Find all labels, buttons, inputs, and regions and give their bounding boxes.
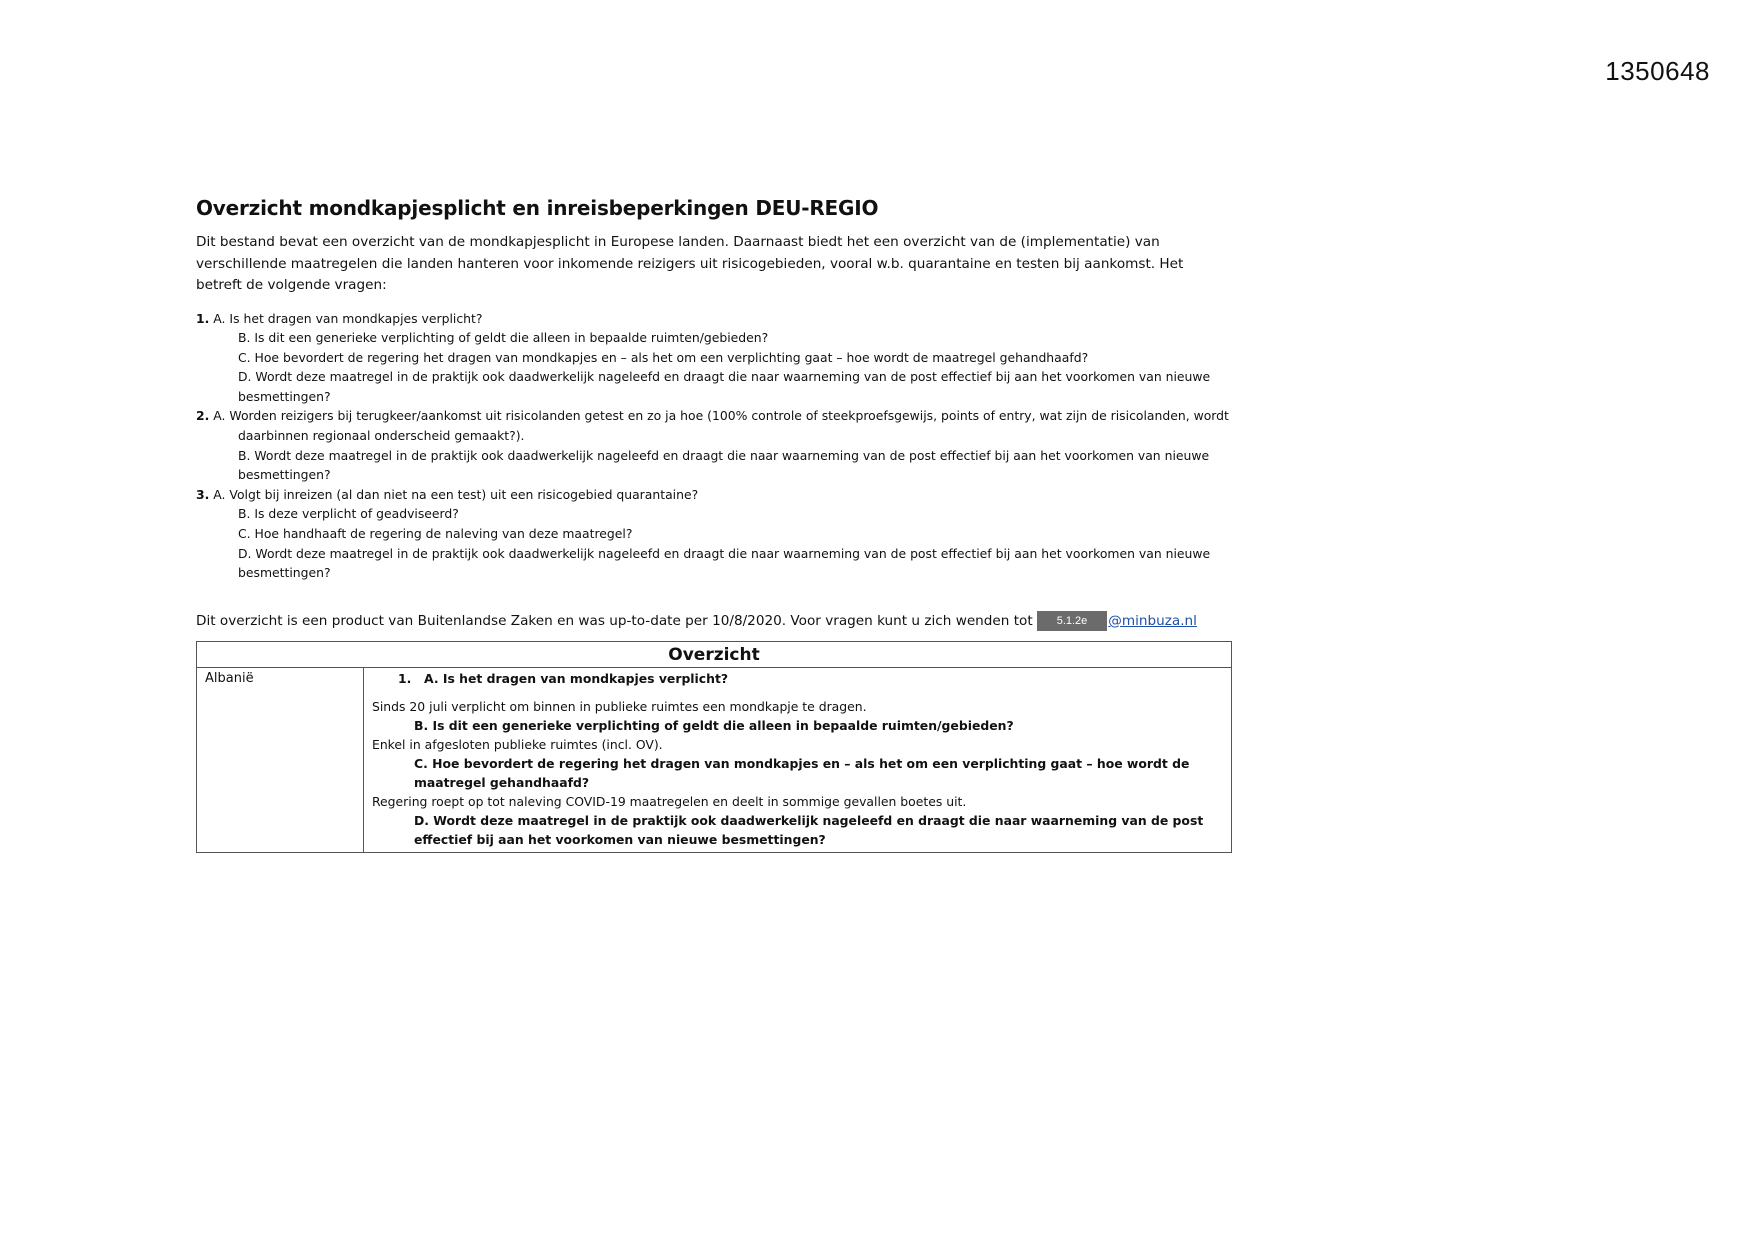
question-3c: C. Hoe handhaaft de regering de naleving van deze maatregel? bbox=[238, 526, 633, 542]
question-text: A. Volgt bij inreizen (al dan niet na een test) uit een risicogebied quarantaine? bbox=[213, 486, 699, 502]
question-2b: B. Wordt deze maatregel in de praktijk ook daadwerkelijk nageleefd en draagt die naar waarneming van de post effectief bij aan het voorkomen van nieuwe besmettingen? bbox=[238, 447, 1210, 483]
table-header: Overzicht bbox=[197, 641, 1232, 667]
answers-cell bbox=[364, 667, 1232, 852]
question-text: A. Is het dragen van mondkapjes verplicht? bbox=[213, 310, 483, 326]
question-2a bbox=[196, 406, 1232, 445]
country-cell: Albanië bbox=[197, 667, 364, 852]
page-title: Overzicht mondkapjesplicht en inreisbeperkingen DEU-REGIO bbox=[196, 196, 879, 220]
email-link[interactable]: @minbuza.nl bbox=[1108, 612, 1197, 629]
question-1c: C. Hoe bevordert de regering het dragen van mondkapjes en – als het om een verplichting gaat – hoe wordt de maatregel gehandhaafd? bbox=[238, 349, 1089, 365]
question-number: 1. bbox=[196, 310, 210, 326]
answer-question-4: D. Wordt deze maatregel in de praktijk ook daadwerkelijk nageleefd en draagt die naar waarneming van de post effectief bij aan het voorkomen van nieuwe besmettingen? bbox=[414, 812, 1204, 847]
question-3a bbox=[196, 485, 1232, 505]
question-3b: B. Is deze verplicht of geadviseerd? bbox=[238, 506, 459, 522]
question-text: A. Is het dragen van mondkapjes verplicht? bbox=[424, 670, 729, 686]
question-index: 1. bbox=[398, 670, 412, 686]
question-1b: B. Is dit een generieke verplichting of geldt die alleen in bepaalde ruimten/gebieden? bbox=[238, 330, 769, 346]
question-1a bbox=[196, 309, 1232, 329]
question-list bbox=[196, 309, 1232, 583]
document-number: 1350648 bbox=[1605, 56, 1710, 86]
document-body bbox=[196, 196, 1232, 853]
question-number: 2. bbox=[196, 408, 210, 424]
table-row bbox=[197, 667, 1232, 852]
intro-paragraph: Dit bestand bevat een overzicht van de mondkapjesplicht in Europese landen. Daarnaast biedt het een overzicht van de (implementatie) van verschillende maatregelen die landen hanteren voor inkomende reizigers uit risicogebieden, vooral w.b. quarantaine en testen bij aankomst. Het betreft de volgende vragen: bbox=[196, 234, 1184, 293]
answer-text-2: Enkel in afgesloten publieke ruimtes (incl. OV). bbox=[372, 736, 663, 752]
question-text: A. Worden reizigers bij terugkeer/aankomst uit risicolanden getest en zo ja hoe (100% controle of steekproefsgewijs, points of entry, wat zijn de risicolanden, wordt daarbinnen regionaal onderscheid gemaakt?). bbox=[213, 408, 1229, 444]
answer-text-1: Sinds 20 juli verplicht om binnen in publieke ruimtes een mondkapje te dragen. bbox=[372, 698, 867, 714]
answer-text-3: Regering roept op tot naleving COVID-19 maatregelen en deelt in sommige gevallen boetes uit. bbox=[372, 793, 967, 809]
redaction-box: 5.1.2e bbox=[1037, 611, 1108, 631]
overview-table bbox=[196, 641, 1232, 853]
question-number: 3. bbox=[196, 486, 210, 502]
source-text: Dit overzicht is een product van Buitenlandse Zaken en was up-to-date per 10/8/2020. Voor vragen kunt u zich wenden tot bbox=[196, 612, 1033, 629]
answer-question-1 bbox=[372, 669, 1223, 688]
source-line bbox=[196, 611, 1232, 631]
answer-question-3: C. Hoe bevordert de regering het dragen van mondkapjes en – als het om een verplichting gaat – hoe wordt de maatregel gehandhaafd? bbox=[414, 755, 1190, 790]
question-1d: D. Wordt deze maatregel in de praktijk ook daadwerkelijk nageleefd en draagt die naar waarneming van de post effectief bij aan het voorkomen van nieuwe besmettingen? bbox=[238, 369, 1211, 404]
question-3d: D. Wordt deze maatregel in de praktijk ook daadwerkelijk nageleefd en draagt die naar waarneming van de post effectief bij aan het voorkomen van nieuwe besmettingen? bbox=[238, 545, 1211, 581]
answer-question-2: B. Is dit een generieke verplichting of geldt die alleen in bepaalde ruimten/gebieden? bbox=[414, 717, 1014, 733]
